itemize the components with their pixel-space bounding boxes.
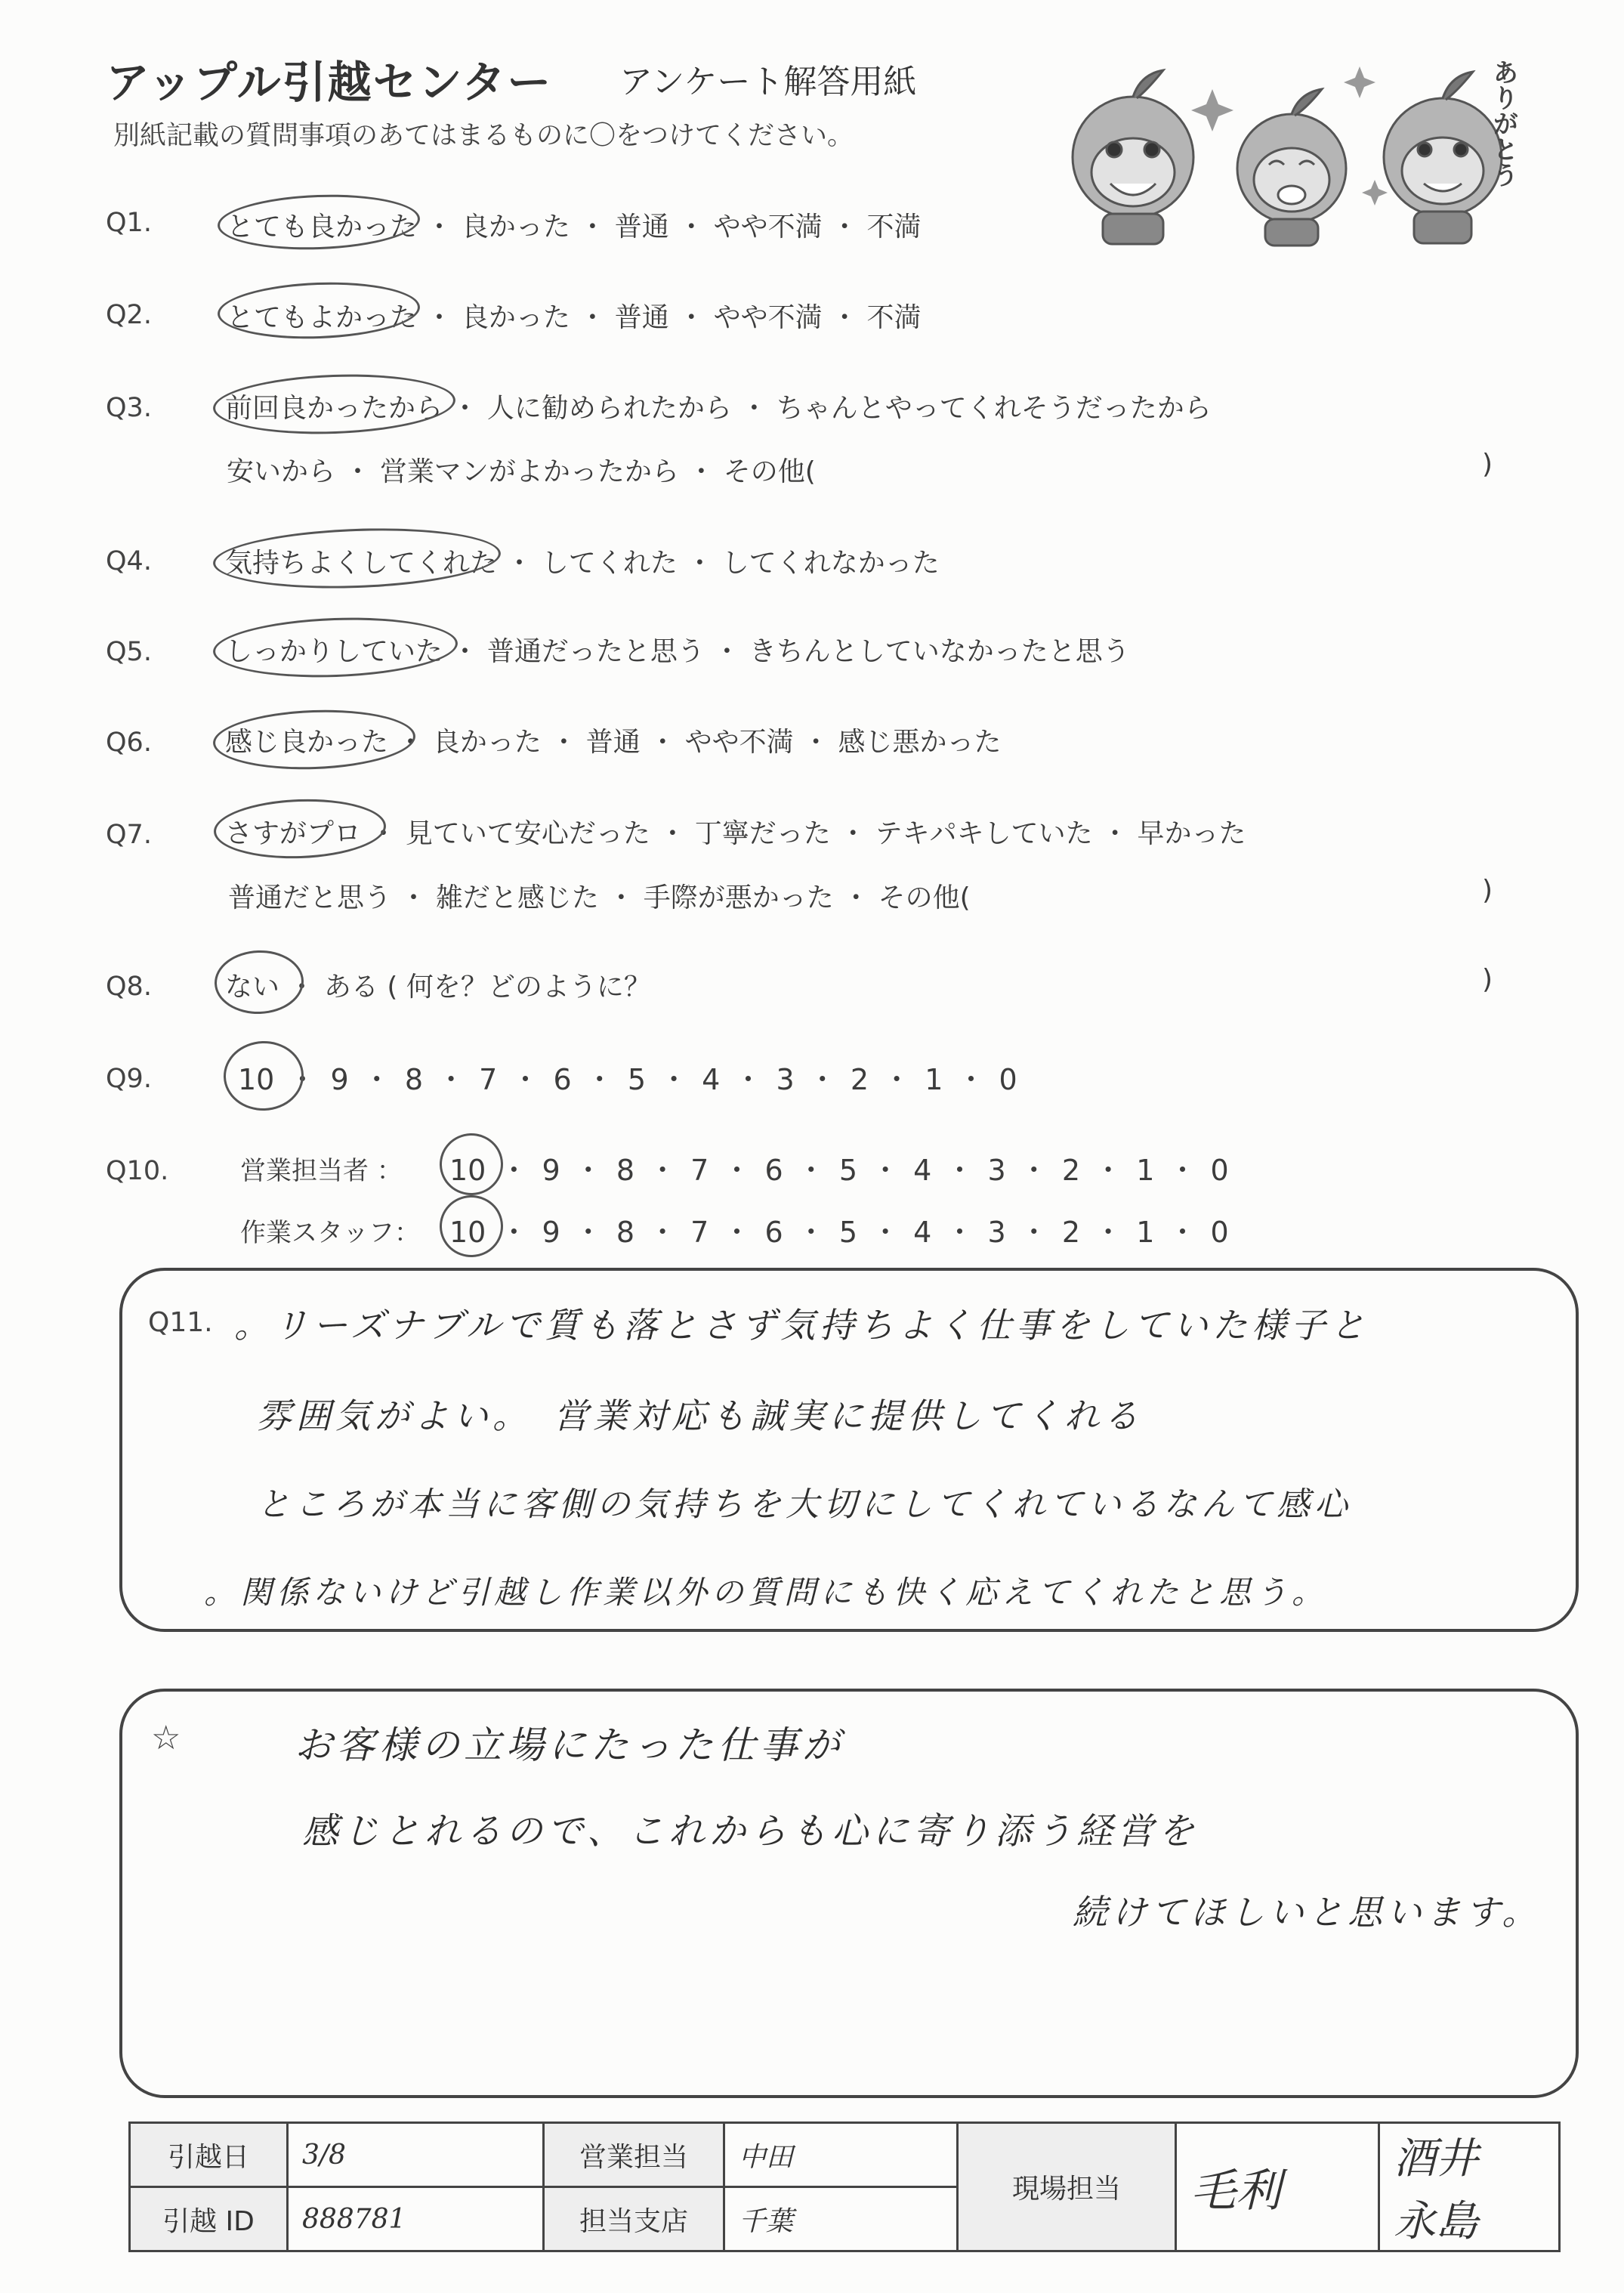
company-title: アップル引越センター xyxy=(106,57,553,108)
q1-options: とても良かった ・ 良かった ・ 普通 ・ やや不満 ・ 不満 xyxy=(227,212,922,243)
move-date-value: 3/8 xyxy=(288,2123,544,2187)
q3-selection-circle xyxy=(212,370,457,437)
q7-label: Q7. xyxy=(106,820,152,850)
q6-options: 感じ良かった ・ 良かった ・ 普通 ・ やや不満 ・ 感じ悪かった xyxy=(225,727,1002,758)
q8-paren-close: ) xyxy=(1482,964,1493,995)
q1-label: Q1. xyxy=(106,208,152,238)
comment-handwriting-line1: お客様の立場にたった仕事が xyxy=(295,1723,844,1767)
q10-sales-scale: 10 ・ 9 ・ 8 ・ 7 ・ 6 ・ 5 ・ 4 ・ 3 ・ 2 ・ 1 ・ 0 xyxy=(449,1154,1229,1187)
sales-label: 営業担当 xyxy=(544,2123,724,2187)
move-id-label: 引越 ID xyxy=(130,2187,288,2251)
instruction-text: 別紙記載の質問事項のあてはまるものに〇をつけてください。 xyxy=(113,121,854,151)
thanks-text: ありがとう xyxy=(1488,59,1518,187)
q2-options: とてもよかった ・ 良かった ・ 普通 ・ やや不満 ・ 不満 xyxy=(227,302,922,333)
site-staff-label: 現場担当 xyxy=(958,2123,1176,2251)
form-subtitle: アンケート解答用紙 xyxy=(619,63,917,101)
q10-staff-label: 作業スタッフ： xyxy=(240,1218,420,1248)
branch-value: 千葉 xyxy=(724,2187,958,2251)
q5-options: しっかりしていた ・ 普通だったと思う ・ きちんとしていなかったと思う xyxy=(225,636,1130,667)
move-info-table xyxy=(128,2121,1561,2252)
q2-label: Q2. xyxy=(106,300,152,330)
q5-label: Q5. xyxy=(106,637,152,667)
q11-handwriting-line4: 。関係ないけど引越し作業以外の質問にも快く応えてくれたと思う。 xyxy=(204,1574,1329,1611)
q4-selection-circle xyxy=(212,524,502,592)
q9-label: Q9. xyxy=(106,1064,152,1094)
comment-handwriting-line3: 続けてほしいと思います。 xyxy=(1073,1892,1542,1933)
q3-options-line1: 前回良かったから ・ 人に勧められたから ・ ちゃんとやってくれそうだったから xyxy=(225,393,1212,424)
sales-value: 中田 xyxy=(724,2123,958,2187)
q10-sales-label: 営業担当者 ： xyxy=(240,1156,403,1186)
move-date-label: 引越日 xyxy=(130,2123,288,2187)
q7-selection-circle xyxy=(213,796,387,861)
q5-selection-circle xyxy=(212,613,459,681)
site-staff-1: 毛利 xyxy=(1176,2123,1379,2251)
q8-selection-circle xyxy=(214,949,305,1015)
q7-options-line1: さすがプロ ・ 見ていて安心だった ・ 丁寧だった ・ テキパキしていた ・ 早かった xyxy=(225,818,1246,849)
q11-handwriting-line2: 雰囲気がよい。 営業対応も誠実に提供してくれる xyxy=(257,1395,1143,1436)
q9-selection-circle xyxy=(222,1040,304,1112)
branch-label: 担当支店 xyxy=(544,2187,724,2251)
q7-paren-close: ) xyxy=(1482,875,1493,906)
q8-options: ない ・ ある ( 何を？どのように？ xyxy=(225,972,651,1003)
q11-handwriting-line1: 。リーズナブルで質も落とさず気持ちよく仕事をしていた様子と xyxy=(234,1305,1369,1346)
q4-options: 気持ちよくしてくれた ・ してくれた ・ してくれなかった xyxy=(225,548,940,579)
q9-scale: 10 ・ 9 ・ 8 ・ 7 ・ 6 ・ 5 ・ 4 ・ 3 ・ 2 ・ 1 ・ 0 xyxy=(238,1063,1017,1096)
q10-label: Q10. xyxy=(106,1156,169,1186)
q3-label: Q3. xyxy=(106,393,152,423)
site-staff-2a: 酒井 xyxy=(1379,2123,1560,2187)
q10-staff-scale: 10 ・ 9 ・ 8 ・ 7 ・ 6 ・ 5 ・ 4 ・ 3 ・ 2 ・ 1 ・ 0 xyxy=(449,1216,1229,1249)
q3-options-line2: 安いから ・ 営業マンがよかったから ・ その他( xyxy=(227,456,816,487)
q6-selection-circle xyxy=(212,706,417,772)
star-mark: ☆ xyxy=(151,1719,181,1757)
site-staff-2b: 永島 xyxy=(1379,2187,1560,2251)
q11-handwriting-line3: ところが本当に客側の気持ちを大切にしてくれているなんて感心 xyxy=(257,1485,1352,1524)
move-id-value: 888781 xyxy=(288,2187,544,2251)
q4-label: Q4. xyxy=(106,546,152,576)
mascot-illustration xyxy=(1042,44,1526,248)
q3-paren-close: ) xyxy=(1482,449,1493,480)
q11-label: Q11. xyxy=(148,1307,213,1338)
q8-label: Q8. xyxy=(106,972,152,1002)
q7-options-line2: 普通だと思う ・ 雑だと感じた ・ 手際が悪かった ・ その他( xyxy=(228,882,971,913)
comment-handwriting-line2: 感じとれるので、これからも心に寄り添う経営を xyxy=(302,1810,1199,1853)
q6-label: Q6. xyxy=(106,728,152,758)
